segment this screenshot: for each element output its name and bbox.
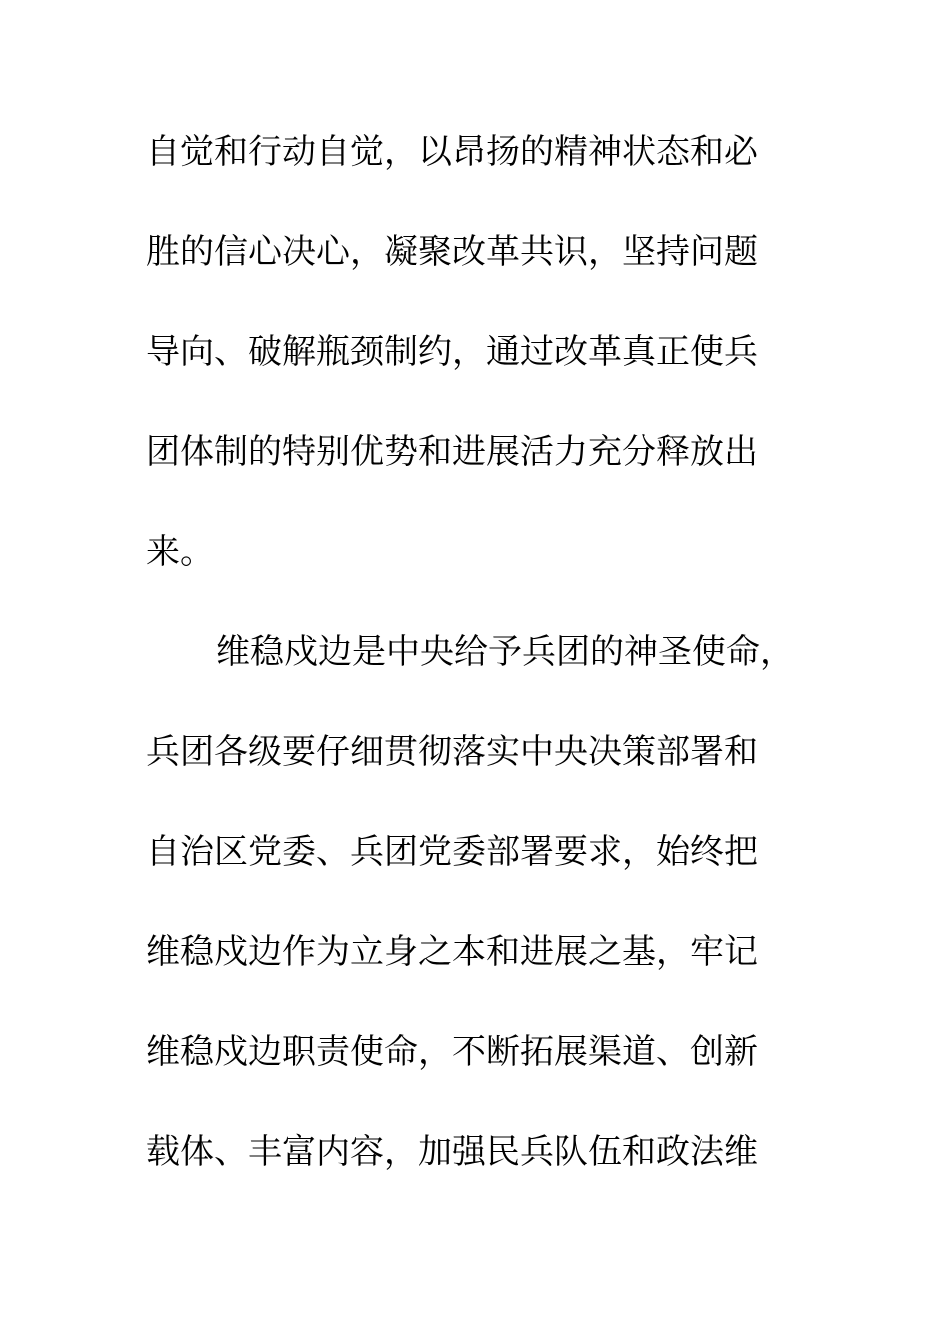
paragraph-first-line: 维稳戍边是中央给予兵团的神圣使命， bbox=[216, 632, 794, 672]
text-line: 维稳戍边职责使命，不断拓展渠道、创新 bbox=[146, 1032, 758, 1072]
text-line: 团体制的特别优势和进展活力充分释放出 bbox=[146, 432, 758, 472]
text-line: 自治区党委、兵团党委部署要求，始终把 bbox=[146, 832, 758, 872]
text-line: 来。 bbox=[146, 532, 214, 572]
text-line: 维稳戍边作为立身之本和进展之基，牢记 bbox=[146, 932, 758, 972]
text-line: 载体、丰富内容，加强民兵队伍和政法维 bbox=[146, 1132, 758, 1172]
text-line: 导向、破解瓶颈制约，通过改革真正使兵 bbox=[146, 332, 758, 372]
text-line: 胜的信心决心，凝聚改革共识，坚持问题 bbox=[146, 232, 758, 272]
text-line: 兵团各级要仔细贯彻落实中央决策部署和 bbox=[146, 732, 758, 772]
text-line: 自觉和行动自觉，以昂扬的精神状态和必 bbox=[146, 132, 758, 172]
